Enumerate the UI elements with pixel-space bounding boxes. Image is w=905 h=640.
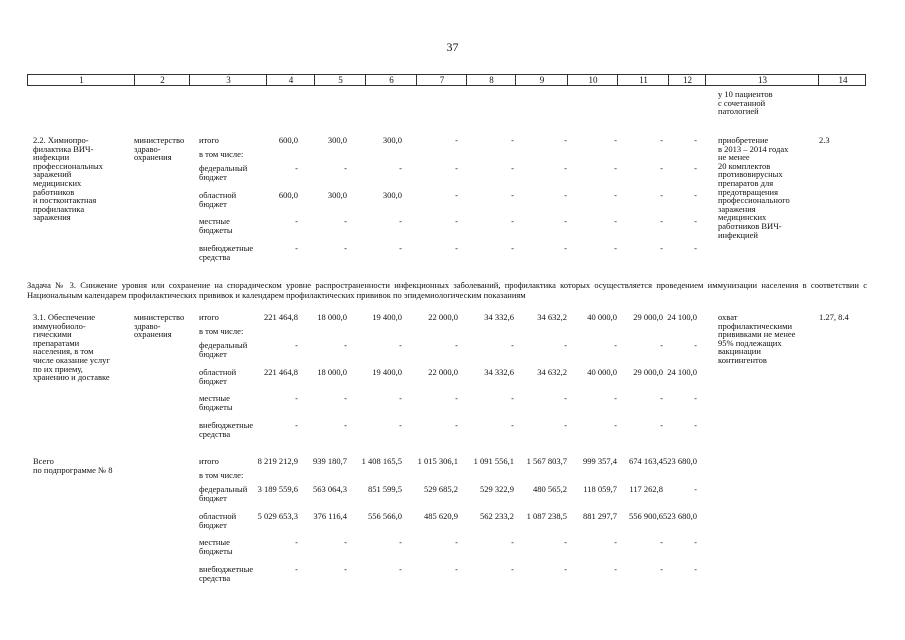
row-name-line: иммунобиоло- [33, 320, 86, 331]
row-source-line: средства [199, 428, 231, 439]
row-source [199, 457, 219, 466]
cell-value: - [455, 537, 458, 547]
cell-value: - [399, 537, 402, 547]
row-source-line: средства [199, 251, 231, 262]
cell-value: 300,0 [327, 190, 347, 200]
cell-value: - [564, 135, 567, 145]
row-name-line: заражения [33, 212, 71, 223]
cell-value: 939 180,7 [313, 456, 347, 466]
cell-value: - [344, 243, 347, 253]
row-source-line: областной [199, 511, 237, 521]
cell-value: - [399, 243, 402, 253]
cell-value: 117 262,8 [629, 484, 663, 494]
row-source-line: федеральный [199, 163, 248, 173]
cell-value: - [399, 216, 402, 226]
header-col-8: 8 [489, 75, 494, 85]
row-source-line: итого [199, 312, 219, 322]
row-name-line: по подпрограмме № 8 [33, 464, 113, 475]
header-col-4: 4 [288, 75, 294, 85]
cell-value: - [614, 393, 617, 403]
cell-value: 3 189 559,6 [257, 484, 298, 494]
row-source-line: бюджеты [199, 401, 233, 412]
cell-value: 221 464,8 [264, 312, 298, 322]
cell-value: - [660, 163, 663, 173]
row-source-line: бюджет [199, 492, 227, 503]
row-source-line: бюджет [199, 171, 227, 182]
row-name [33, 457, 113, 474]
row-source-line: бюджет [199, 198, 227, 209]
cell-value: - [455, 163, 458, 173]
row-source [199, 327, 243, 336]
row-name-line: профилактика [33, 203, 85, 214]
row-source-line: местные [199, 393, 230, 403]
row-result-line: инфекцией [718, 229, 758, 240]
row-name-line: медицинских [33, 177, 82, 188]
header-col-14: 14 [838, 75, 848, 85]
row-result-line: вакцинации [718, 346, 761, 357]
cell-value: - [344, 393, 347, 403]
cell-value: 1 091 556,1 [473, 456, 514, 466]
cell-value: - [511, 163, 514, 173]
row-source-line: бюджеты [199, 224, 233, 235]
cell-value: - [660, 537, 663, 547]
row-source-line: бюджет [199, 519, 227, 530]
cell-value: - [295, 564, 298, 574]
row-name-line: числе оказание услуг [33, 354, 110, 365]
cell-value: - [564, 537, 567, 547]
cell-value: 300,0 [382, 190, 402, 200]
cell-value: - [564, 163, 567, 173]
cell-value: 999 357,4 [583, 456, 617, 466]
cell-value: - [455, 190, 458, 200]
cell-value: - [660, 135, 663, 145]
header-col-5: 5 [338, 75, 343, 85]
prev-result-continuation-line: патологией [718, 106, 759, 117]
row-source-line: в том числе: [199, 149, 244, 159]
row-executor-line: охранения [134, 329, 172, 340]
row-source-line: внебюджетные [199, 420, 254, 430]
cell-value: - [399, 340, 402, 350]
row-result-line: профессионального [718, 195, 790, 206]
cell-value: 881 297,7 [583, 511, 617, 521]
cell-value: - [694, 190, 697, 200]
row-name-line: и постконтактная [33, 195, 97, 206]
header-col-3: 3 [226, 75, 231, 85]
cell-value: 480 565,2 [533, 484, 567, 494]
row-result [718, 136, 790, 239]
cell-value: 40 000,0 [587, 312, 617, 322]
row-name-line: заражений [33, 169, 72, 180]
cell-value: - [511, 190, 514, 200]
cell-value: 118 059,7 [583, 484, 617, 494]
cell-value: - [295, 243, 298, 253]
cell-value: 24 100,0 [667, 312, 697, 322]
header-col-9: 9 [539, 75, 545, 85]
row-result-line: не менее [718, 152, 750, 163]
row-result-line: прививками не менее [718, 329, 796, 340]
cell-value: - [564, 393, 567, 403]
cell-value: 29 000,0 [633, 367, 663, 377]
header-col-6: 6 [389, 75, 394, 85]
cell-value: - [694, 243, 697, 253]
cell-value: - [564, 564, 567, 574]
cell-value: 376 116,4 [313, 511, 347, 521]
cell-value: - [344, 163, 347, 173]
row-executor-line: министерство [134, 312, 185, 322]
cell-value: - [694, 420, 697, 430]
row-result-line: профилактическими [718, 320, 793, 331]
row-executor-line: здраво- [134, 320, 161, 331]
row-source-line: средства [199, 572, 231, 583]
cell-value: - [614, 163, 617, 173]
cell-value: - [399, 393, 402, 403]
cell-value: - [694, 537, 697, 547]
cell-value: 300,0 [382, 135, 402, 145]
row-result-line: в 2013 – 2014 годах [718, 143, 789, 154]
row-result-line: приобретение [718, 135, 769, 145]
row-name [33, 313, 110, 382]
row-executor-line: здраво- [134, 143, 161, 154]
cell-value: 529 322,9 [480, 484, 514, 494]
cell-value: 221 464,8 [264, 367, 298, 377]
row-name-line: препаратами [33, 337, 80, 348]
cell-value: 556 566,0 [368, 511, 402, 521]
cell-value: - [660, 243, 663, 253]
row-name-line: профессиональных [33, 160, 103, 171]
header-col-13: 13 [758, 75, 767, 85]
cell-value: - [564, 216, 567, 226]
cell-value: - [344, 340, 347, 350]
row-executor-line: министерство [134, 135, 185, 145]
prev-result-continuation-line: с сочетанной [718, 97, 766, 108]
cell-value: - [694, 216, 697, 226]
task-heading: Задача № 3. Снижение уровня или сохранение на спорадическом уровне распространенности инфекционных заболеваний, профилактика которых осуществляется проведением иммунизации населения в соответствии с Национальным календарем профилактических прививок и календарем профилактических прививок по эпидемиологическим показаниям [27, 280, 867, 300]
cell-value: - [455, 135, 458, 145]
cell-value: - [511, 393, 514, 403]
row-source-line: итого [199, 456, 219, 466]
cell-value: 24 100,0 [667, 367, 697, 377]
row-executor [134, 136, 184, 162]
cell-value: - [694, 564, 697, 574]
cell-value: - [614, 216, 617, 226]
row-source-line: областной [199, 190, 237, 200]
cell-value: 300,0 [327, 135, 347, 145]
cell-value: 34 332,6 [484, 312, 514, 322]
cell-value: 851 599,5 [368, 484, 402, 494]
cell-value: 40 000,0 [587, 367, 617, 377]
row-name-line: филактика ВИЧ- [33, 143, 94, 154]
row-source-line: в том числе: [199, 470, 244, 480]
cell-value: - [295, 420, 298, 430]
cell-value: 556 900,6 [629, 511, 663, 521]
cell-value: - [295, 393, 298, 403]
cell-value: - [399, 564, 402, 574]
row-result-line: 20 комплектов [718, 160, 771, 171]
row-name-line: населения, в том [33, 346, 94, 357]
row-source-line: в том числе: [199, 326, 244, 336]
row-source [199, 136, 219, 145]
row-source-line: местные [199, 216, 230, 226]
row-result-line: охват [718, 312, 738, 322]
cell-value: 1 087 238,5 [526, 511, 567, 521]
cell-value: 18 000,0 [317, 367, 347, 377]
cell-value: 563 064,3 [313, 484, 347, 494]
cell-value: 34 332,6 [484, 367, 514, 377]
cell-value: - [511, 564, 514, 574]
row-executor [134, 313, 184, 339]
table-header [27, 74, 866, 86]
cell-value: - [694, 163, 697, 173]
row-result-line: работников ВИЧ- [718, 220, 782, 231]
cell-value: 485 620,9 [424, 511, 458, 521]
cell-value: - [564, 420, 567, 430]
cell-value: 5 029 653,3 [257, 511, 298, 521]
header-col-7: 7 [439, 75, 445, 85]
cell-value: - [564, 243, 567, 253]
header-col-12: 12 [683, 75, 692, 85]
header-col-10: 10 [588, 75, 598, 85]
cell-value: - [511, 243, 514, 253]
page-number: 37 [446, 40, 459, 54]
cell-value: - [564, 190, 567, 200]
cell-value: - [295, 537, 298, 547]
row-ref: 1.27, 8.4 [819, 312, 849, 322]
cell-value: - [614, 537, 617, 547]
row-executor-line: охранения [134, 152, 172, 163]
cell-value: - [399, 420, 402, 430]
cell-value: 562 233,2 [480, 511, 514, 521]
row-source-line: федеральный [199, 484, 248, 494]
cell-value: - [660, 190, 663, 200]
cell-value: 19 400,0 [372, 312, 402, 322]
row-result-line: 95% подлежащих [718, 337, 782, 348]
header-col-2: 2 [160, 75, 165, 85]
row-source-line: местные [199, 537, 230, 547]
cell-value: - [399, 163, 402, 173]
cell-value: 523 680,0 [663, 511, 697, 521]
cell-value: - [660, 340, 663, 350]
row-source [199, 150, 243, 159]
cell-value: - [295, 163, 298, 173]
row-result-line: противовирусных [718, 169, 783, 180]
cell-value: 19 400,0 [372, 367, 402, 377]
cell-value: 18 000,0 [317, 312, 347, 322]
row-result-line: заражения [718, 203, 756, 214]
cell-value: 523 680,0 [663, 456, 697, 466]
row-name-line: Всего [33, 456, 54, 466]
prev-result-continuation [718, 90, 773, 116]
row-source [199, 471, 243, 480]
cell-value: 29 000,0 [633, 312, 663, 322]
row-name-line: гическими [33, 329, 72, 340]
row-source-line: итого [199, 135, 219, 145]
header-col-11: 11 [639, 75, 648, 85]
cell-value: 674 163,4 [629, 456, 663, 466]
cell-value: - [295, 340, 298, 350]
row-source-line: бюджет [199, 348, 227, 359]
cell-value: - [455, 243, 458, 253]
row-result-line: предотвращения [718, 186, 778, 197]
row-source-line: бюджеты [199, 545, 233, 556]
cell-value: - [694, 135, 697, 145]
cell-value: - [511, 135, 514, 145]
cell-value: - [344, 537, 347, 547]
row-name-line: инфекции [33, 152, 70, 163]
cell-value: 8 219 212,9 [257, 456, 298, 466]
cell-value: - [455, 564, 458, 574]
row-source-line: внебюджетные [199, 243, 254, 253]
cell-value: - [660, 393, 663, 403]
cell-value: 22 000,0 [428, 312, 458, 322]
cell-value: - [694, 484, 697, 494]
cell-value: 34 632,2 [537, 312, 567, 322]
cell-value: - [455, 340, 458, 350]
cell-value: - [614, 420, 617, 430]
cell-value: - [344, 216, 347, 226]
row-ref: 2.3 [819, 135, 830, 145]
row-result-line: медицинских [718, 212, 767, 223]
row-result-line: контингентов [718, 354, 767, 365]
cell-value: - [660, 420, 663, 430]
cell-value: - [614, 135, 617, 145]
cell-value: 529 685,2 [424, 484, 458, 494]
row-source-line: внебюджетные [199, 564, 254, 574]
cell-value: - [614, 190, 617, 200]
cell-value: 600,0 [278, 190, 298, 200]
cell-value: - [614, 564, 617, 574]
cell-value: - [694, 393, 697, 403]
row-name-line: 2.2. Химиопро- [33, 135, 89, 145]
cell-value: - [511, 420, 514, 430]
row-name-line: хранению и доставке [33, 372, 110, 383]
cell-value: - [455, 216, 458, 226]
header-col-1: 1 [79, 75, 84, 85]
cell-value: 1 567 803,7 [526, 456, 567, 466]
cell-value: - [660, 564, 663, 574]
row-name [33, 136, 103, 222]
cell-value: 34 632,2 [537, 367, 567, 377]
cell-value: - [511, 216, 514, 226]
cell-value: 1 408 165,5 [361, 456, 402, 466]
row-result [718, 313, 795, 365]
cell-value: 22 000,0 [428, 367, 458, 377]
cell-value: - [295, 216, 298, 226]
cell-value: - [614, 243, 617, 253]
row-source [199, 313, 219, 322]
cell-value: 1 015 306,1 [417, 456, 458, 466]
cell-value: - [344, 564, 347, 574]
row-source-line: федеральный [199, 340, 248, 350]
row-source-line: бюджет [199, 375, 227, 386]
row-result-line: препаратов для [718, 177, 774, 188]
cell-value: - [511, 537, 514, 547]
cell-value: - [694, 340, 697, 350]
cell-value: - [660, 216, 663, 226]
row-name-line: 3.1. Обеспечение [33, 312, 96, 322]
cell-value: - [614, 340, 617, 350]
row-name-line: работников [33, 186, 75, 197]
cell-value: - [564, 340, 567, 350]
row-source-line: областной [199, 367, 237, 377]
cell-value: - [511, 340, 514, 350]
row-name-line: по их приему, [33, 363, 83, 374]
prev-result-continuation-line: у 10 пациентов [718, 89, 773, 99]
cell-value: - [455, 420, 458, 430]
cell-value: - [455, 393, 458, 403]
cell-value: - [344, 420, 347, 430]
cell-value: 600,0 [278, 135, 298, 145]
